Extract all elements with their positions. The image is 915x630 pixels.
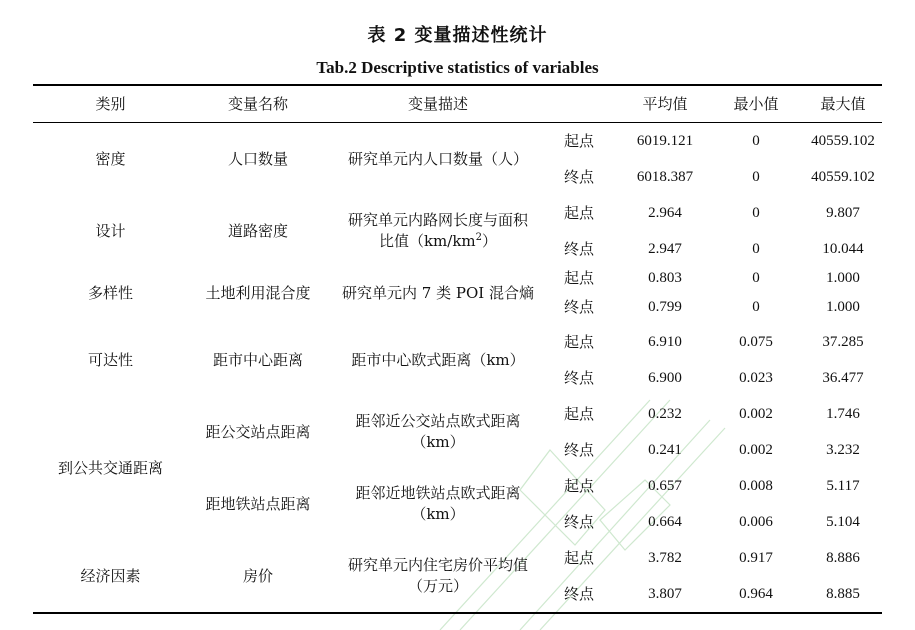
start-mean: 0.803 bbox=[648, 269, 682, 286]
variable-description bbox=[328, 398, 548, 466]
variable-name: 距市中心距离 bbox=[212, 350, 303, 369]
variable-description: 研究单元内人口数量（人） bbox=[347, 149, 528, 168]
header-name: 变量名称 bbox=[227, 94, 288, 113]
end-min: 0 bbox=[752, 168, 760, 185]
end-label: 终点 bbox=[563, 440, 594, 459]
end-mean: 6018.387 bbox=[636, 168, 694, 185]
start-min: 0.075 bbox=[739, 333, 773, 350]
end-max: 36.477 bbox=[822, 369, 864, 386]
category-density: 密度 bbox=[95, 149, 126, 168]
description-line1: 研究单元内路网长度与面积 bbox=[347, 211, 528, 229]
start-mean: 3.782 bbox=[648, 549, 682, 566]
start-min: 0 bbox=[752, 132, 760, 149]
description-line2 bbox=[379, 231, 497, 252]
start-mean: 0.657 bbox=[648, 477, 682, 494]
variable-description: 研究单元内 7 类 POI 混合熵 bbox=[342, 283, 534, 302]
start-label: 起点 bbox=[563, 268, 594, 287]
category-transit-distance: 到公共交通距离 bbox=[57, 458, 163, 477]
start-min: 0.917 bbox=[739, 549, 773, 566]
header-min: 最小值 bbox=[733, 94, 779, 113]
end-label: 终点 bbox=[563, 297, 594, 316]
description-line2: （万元） bbox=[407, 577, 468, 595]
start-min: 0 bbox=[752, 204, 760, 221]
header-mean: 平均值 bbox=[642, 94, 688, 113]
variable-name: 房价 bbox=[242, 566, 273, 585]
end-max: 8.885 bbox=[826, 585, 860, 602]
header-category: 类别 bbox=[95, 94, 126, 113]
end-label: 终点 bbox=[563, 167, 594, 186]
category-accessibility: 可达性 bbox=[87, 350, 133, 369]
start-label: 起点 bbox=[563, 404, 594, 423]
end-min: 0.964 bbox=[739, 585, 773, 602]
end-mean: 2.947 bbox=[648, 240, 682, 257]
start-label: 起点 bbox=[563, 203, 594, 222]
start-max: 8.886 bbox=[826, 549, 860, 566]
variable-description bbox=[328, 542, 548, 610]
end-mean: 0.799 bbox=[648, 298, 682, 315]
end-max: 5.104 bbox=[826, 513, 860, 530]
start-min: 0 bbox=[752, 269, 760, 286]
category-economic: 经济因素 bbox=[80, 566, 141, 585]
header-rule bbox=[33, 122, 882, 123]
variable-description: 距市中心欧式距离（km） bbox=[351, 350, 525, 369]
start-min: 0.008 bbox=[739, 477, 773, 494]
description-line2: （km） bbox=[411, 433, 465, 451]
description-line1: 距邻近地铁站点欧式距离 bbox=[355, 484, 521, 502]
start-max: 37.285 bbox=[822, 333, 864, 350]
end-min: 0 bbox=[752, 298, 760, 315]
description-line2: （km） bbox=[411, 505, 465, 523]
variable-name: 距地铁站点距离 bbox=[205, 494, 311, 513]
end-min: 0 bbox=[752, 240, 760, 257]
end-min: 0.006 bbox=[739, 513, 773, 530]
end-max: 40559.102 bbox=[811, 168, 875, 185]
variable-name: 道路密度 bbox=[227, 221, 288, 240]
variable-name: 土地利用混合度 bbox=[205, 283, 311, 302]
end-mean: 0.664 bbox=[648, 513, 682, 530]
category-design: 设计 bbox=[95, 221, 126, 240]
category-diversity: 多样性 bbox=[87, 283, 133, 302]
start-mean: 6019.121 bbox=[636, 132, 694, 149]
start-label: 起点 bbox=[563, 131, 594, 150]
start-min: 0.002 bbox=[739, 405, 773, 422]
start-max: 1.746 bbox=[826, 405, 860, 422]
end-min: 0.023 bbox=[739, 369, 773, 386]
end-label: 终点 bbox=[563, 368, 594, 387]
description-line1: 研究单元内住宅房价平均值 bbox=[347, 556, 528, 574]
variable-description bbox=[328, 470, 548, 538]
header-description: 变量描述 bbox=[407, 94, 468, 113]
description-line2-suffix: ） bbox=[482, 232, 498, 250]
variable-description bbox=[328, 197, 548, 265]
end-label: 终点 bbox=[563, 584, 594, 603]
start-mean: 0.232 bbox=[648, 405, 682, 422]
end-max: 10.044 bbox=[822, 240, 864, 257]
variable-name: 人口数量 bbox=[227, 149, 288, 168]
table-title-en: Tab.2 Descriptive statistics of variables bbox=[316, 58, 599, 77]
variable-name: 距公交站点距离 bbox=[205, 422, 311, 441]
end-max: 1.000 bbox=[826, 298, 860, 315]
end-mean: 6.900 bbox=[648, 369, 682, 386]
start-label: 起点 bbox=[563, 548, 594, 567]
end-mean: 3.807 bbox=[648, 585, 682, 602]
end-mean: 0.241 bbox=[648, 441, 682, 458]
start-max: 1.000 bbox=[826, 269, 860, 286]
top-rule bbox=[33, 84, 882, 86]
header-max: 最大值 bbox=[820, 94, 866, 113]
description-line1: 距邻近公交站点欧式距离 bbox=[355, 412, 521, 430]
start-max: 40559.102 bbox=[811, 132, 875, 149]
start-label: 起点 bbox=[563, 332, 594, 351]
superscript: 2 bbox=[475, 232, 483, 243]
start-mean: 6.910 bbox=[648, 333, 682, 350]
end-label: 终点 bbox=[563, 512, 594, 531]
start-mean: 2.964 bbox=[648, 204, 682, 221]
end-min: 0.002 bbox=[739, 441, 773, 458]
start-label: 起点 bbox=[563, 476, 594, 495]
end-max: 3.232 bbox=[826, 441, 860, 458]
end-label: 终点 bbox=[563, 239, 594, 258]
start-max: 9.807 bbox=[826, 204, 860, 221]
table-title-cn: 表 2 变量描述性统计 bbox=[367, 25, 548, 46]
bottom-rule bbox=[33, 612, 882, 614]
start-max: 5.117 bbox=[826, 477, 860, 494]
description-line2-prefix: 比值（km/km bbox=[378, 232, 476, 250]
